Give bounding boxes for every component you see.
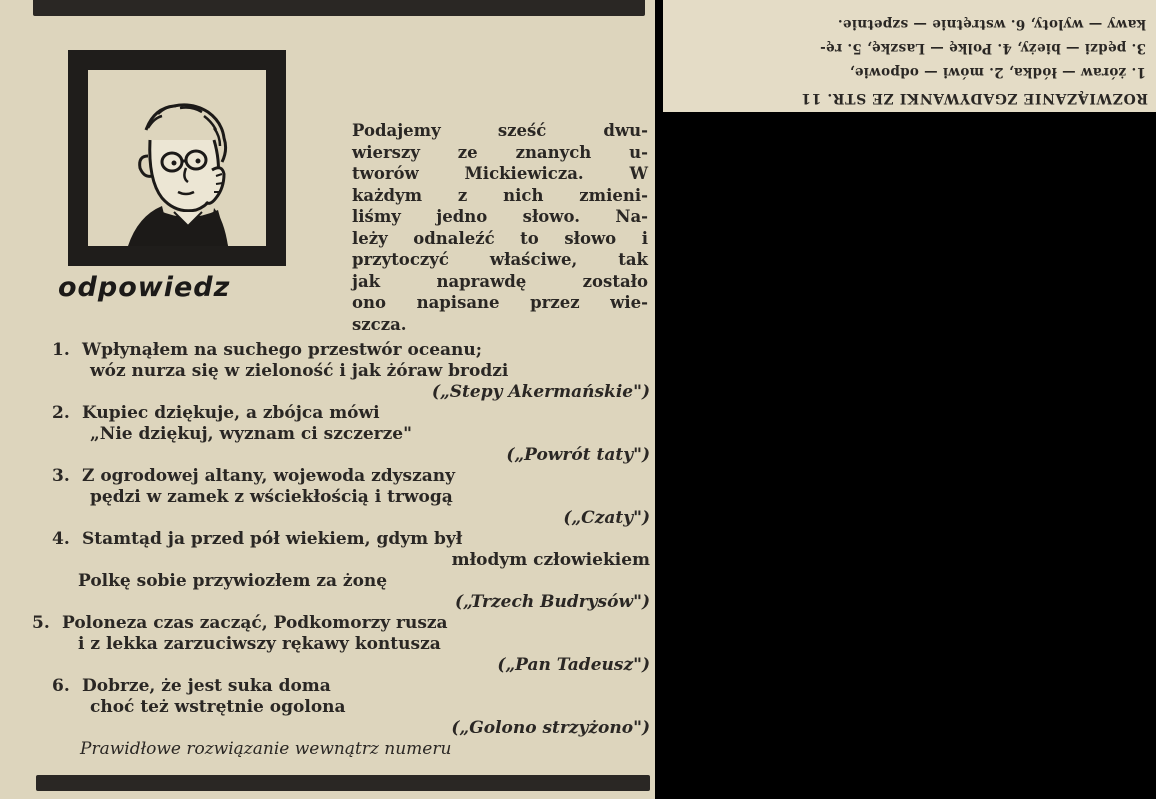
bottom-rule-bar: [36, 775, 650, 791]
answer-line: 1. żóraw — łódka, 2. mówi — odpowie,: [849, 64, 1146, 80]
footer-note: Prawidłowe rozwiązanie wewnątrz numeru: [80, 739, 452, 759]
list-item: 5. Poloneza czas zacząć, Podkomorzy rusza: [32, 613, 448, 633]
source-title: („Powrót taty"): [506, 445, 650, 465]
source-title: („Pan Tadeusz"): [497, 655, 650, 675]
top-rule-bar: [33, 0, 645, 16]
source-title: („Golono strzyżono"): [451, 718, 650, 738]
list-item: 4. Stamtąd ja przed pół wiekiem, gdym był: [52, 529, 463, 549]
source-title: („Stepy Akermańskie"): [431, 382, 650, 402]
source-title: („Trzech Budrysów"): [455, 592, 650, 612]
thinking-man-illustration: [88, 70, 266, 246]
intro-paragraph: Podajemy sześć dwu- wierszy ze znanych u- tworów Mickiewicza. W każdym z nich zmieni- liśmy jedno słowo. Na- leży odnaleźć to słowo i przytoczyć właściwe, tak jak naprawdę zostało ono napisane przez wie- szcza.: [352, 121, 648, 334]
list-item: 2. Kupiec dziękuje, a zbójca mówi: [52, 403, 380, 423]
list-item: 6. Dobrze, że jest suka doma: [52, 676, 331, 696]
source-title: („Czaty"): [563, 508, 650, 528]
odpowiedz-logo-frame: [68, 50, 286, 266]
list-item: 1. Wpłynąłem na suchego przestwór oceanu;: [52, 340, 483, 360]
answer-line: kawy — wyloty, 6. wstrętnie — szpetnie.: [837, 16, 1146, 32]
answer-title: ROZWIĄZANIE ZGADYWANKI ZE STR. 11: [800, 90, 1148, 106]
answer-box: [663, 0, 1156, 112]
list-item: 3. Z ogrodowej altany, wojewoda zdyszany: [52, 466, 456, 486]
answer-line: 3. pędzi — bieży, 4. Polkę — Laszkę, 5. rę-: [819, 40, 1146, 56]
odpowiedz-logo-word: odpowiedz: [58, 272, 231, 303]
couplet-list: 1. Wpłynąłem na suchego przestwór oceanu; wóz nurza się w zieloność i jak żóraw brodzi („Stepy Akermańskie") 2. Kupiec dziękuje, a zbójca mówi „Nie dziękuj, wyznam ci szczerze" („Powrót taty") 3. Z ogrodowej altany, wojewoda zdyszany pędzi w zamek z wściekłością i trwogą („Czaty") 4. Stamtąd ja przed pół wiekiem, gdym był młodym człowiekiem Polkę sobie przywiozłem za żonę („Trzech Budrysów") 5. Poloneza czas zacząć, Podkomorzy rusza i z lekka zarzuciwszy rękawy kontusza („Pan Tadeusz") 6. Dobrze, że jest suka doma choć też wstrętnie ogolona („Golono strzyżono") Prawidłowe rozwiązanie wewnątrz numeru: [32, 340, 650, 759]
